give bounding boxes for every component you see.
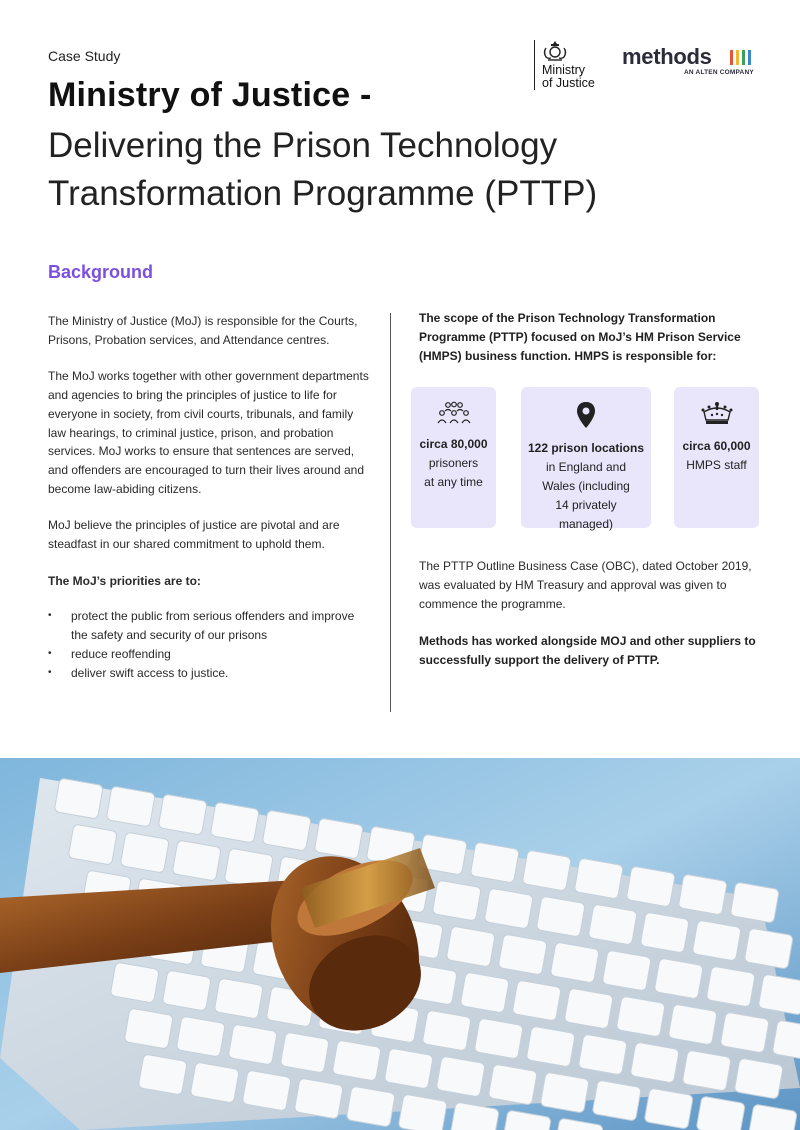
keyboard-key bbox=[446, 926, 495, 967]
keyboard-key bbox=[484, 888, 533, 929]
keyboard-key bbox=[210, 802, 259, 843]
keyboard-key bbox=[640, 912, 689, 953]
royal-crest-icon bbox=[542, 40, 568, 62]
keyboard-key bbox=[578, 1034, 627, 1075]
keyboard-key bbox=[106, 786, 155, 827]
location-pin-icon bbox=[575, 401, 597, 429]
keyboard-key bbox=[242, 1070, 291, 1111]
keyboard-key bbox=[536, 896, 585, 937]
methods-stripes-icon bbox=[730, 50, 752, 65]
page-title: Ministry of Justice - bbox=[48, 76, 372, 114]
background-paragraph-1: The Ministry of Justice (MoJ) is responsible for the Courts, Prisons, Probation services, and Attendance centres. bbox=[48, 314, 358, 347]
stat-card-prisoners bbox=[411, 387, 496, 528]
keyboard-key bbox=[540, 1072, 589, 1113]
keyboard-key bbox=[68, 824, 117, 865]
keyboard-key bbox=[706, 966, 755, 1007]
keyboard-key bbox=[682, 1050, 731, 1091]
keyboard-key bbox=[592, 1080, 641, 1121]
keyboard-key bbox=[574, 858, 623, 899]
keyboard-key bbox=[436, 1056, 485, 1097]
keyboard-key bbox=[488, 1064, 537, 1105]
priority-item: • reduce reoffending bbox=[48, 645, 370, 664]
keyboard-key bbox=[644, 1088, 693, 1129]
keyboard-key bbox=[720, 1012, 769, 1053]
stat-value: 122 prison locations bbox=[527, 441, 645, 455]
obc-paragraph: The PTTP Outline Business Case (OBC), dated October 2019, was evaluated by HM Treasury and approval was given to commence the programme. bbox=[419, 559, 752, 611]
priorities-list bbox=[48, 607, 370, 682]
programme-text bbox=[419, 557, 759, 688]
subtitle-line-1: Delivering the Prison Technology bbox=[48, 126, 558, 165]
keyboard-key bbox=[54, 778, 103, 819]
keyboard-key bbox=[616, 996, 665, 1037]
keyboard-key bbox=[758, 974, 800, 1015]
keyboard-key bbox=[120, 832, 169, 873]
stat-value: circa 60,000 bbox=[682, 439, 751, 453]
priorities-heading: The MoJ’s priorities are to: bbox=[48, 573, 201, 588]
keyboard-key bbox=[190, 1062, 239, 1103]
keyboard-key bbox=[280, 1032, 329, 1073]
stat-description: prisoners at any time bbox=[424, 456, 483, 489]
keyboard-key bbox=[668, 1004, 717, 1045]
keyboard-key bbox=[176, 1016, 225, 1057]
eyebrow-label: Case Study bbox=[48, 48, 121, 64]
stripe bbox=[730, 50, 733, 65]
keyboard-key bbox=[744, 928, 793, 969]
keyboard-key bbox=[294, 1078, 343, 1119]
keyboard-key bbox=[564, 988, 613, 1029]
keyboard-key bbox=[138, 1054, 187, 1095]
keyboard-key bbox=[172, 840, 221, 881]
stat-description: in England and Wales (including 14 privately managed) bbox=[542, 460, 630, 531]
section-heading-background: Background bbox=[48, 262, 154, 282]
stripe bbox=[748, 50, 751, 65]
background-paragraph-3: MoJ believe the principles of justice are pivotal and are steadfast in our shared commitment to uphold them. bbox=[48, 518, 340, 552]
crown-icon bbox=[700, 401, 734, 427]
stat-value: circa 80,000 bbox=[419, 437, 488, 451]
keyboard-key bbox=[314, 818, 363, 859]
keyboard-key bbox=[626, 866, 675, 907]
keyboard-key bbox=[588, 904, 637, 945]
moj-logo-line-1: Ministry bbox=[542, 63, 586, 77]
keyboard-key bbox=[734, 1058, 783, 1099]
column-divider bbox=[390, 313, 391, 712]
scope-intro: The scope of the Prison Technology Transformation Programme (PTTP) focused on MoJ’s HM Prison Service (HMPS) business function. HMPS is responsible for: bbox=[419, 311, 741, 363]
keyboard-key bbox=[470, 842, 519, 883]
keyboard-key bbox=[692, 920, 741, 961]
keyboard-key bbox=[730, 882, 779, 923]
keyboard-key bbox=[512, 980, 561, 1021]
methods-tagline: AN ALTEN COMPANY bbox=[684, 69, 754, 76]
page-subtitle bbox=[48, 122, 688, 218]
background-paragraph-2: The MoJ works together with other government departments and agencies to bring the principles of justice to life for everyone in society, from civil courts, tribunals, and family law hearings, to criminal justice, prison, and probation services. MoJ works to ensure that sentences are served, and offenders are encouraged to turn their lives around and become law-abiding citizens. bbox=[48, 369, 369, 496]
keyboard-key bbox=[124, 1008, 173, 1049]
keyboard-key bbox=[550, 942, 599, 983]
keyboard-key bbox=[654, 958, 703, 999]
subtitle-line-2: Transformation Programme (PTTP) bbox=[48, 174, 598, 213]
keyboard-key bbox=[384, 1048, 433, 1089]
keyboard-key bbox=[474, 1018, 523, 1059]
priority-item: • deliver swift access to justice. bbox=[48, 664, 370, 683]
keyboard-key bbox=[228, 1024, 277, 1065]
stat-description: HMPS staff bbox=[686, 458, 747, 472]
priority-item: • protect the public from serious offenders and improve the safety and security of our prisons bbox=[48, 607, 370, 644]
logo-divider-bar bbox=[534, 40, 535, 90]
keyboard-key bbox=[678, 874, 727, 915]
stat-card-locations bbox=[521, 387, 651, 531]
methods-wordmark: methods bbox=[622, 44, 712, 69]
gavel-keyboard-illustration bbox=[0, 758, 800, 1130]
keyboard-key bbox=[262, 810, 311, 851]
keyboard-key bbox=[110, 962, 159, 1003]
keyboard-key bbox=[432, 880, 481, 921]
people-group-icon bbox=[437, 401, 471, 425]
keyboard-key bbox=[332, 1040, 381, 1081]
moj-logo bbox=[534, 40, 614, 92]
gavel-keyboard-photo bbox=[0, 758, 800, 1130]
stat-card-staff bbox=[674, 387, 759, 528]
methods-logo bbox=[622, 44, 762, 84]
keyboard-key bbox=[460, 972, 509, 1013]
methods-paragraph: Methods has worked alongside MOJ and other suppliers to successfully support the delivery of PTTP. bbox=[419, 634, 756, 667]
stripe bbox=[736, 50, 739, 65]
keyboard-key bbox=[526, 1026, 575, 1067]
keyboard-key bbox=[630, 1042, 679, 1083]
keyboard-key bbox=[158, 794, 207, 835]
moj-logo-line-2: of Justice bbox=[542, 76, 595, 90]
keyboard-key bbox=[162, 970, 211, 1011]
keyboard-key bbox=[214, 978, 263, 1019]
keyboard-key bbox=[422, 1010, 471, 1051]
stripe bbox=[742, 50, 745, 65]
keyboard-key bbox=[602, 950, 651, 991]
keyboard-key bbox=[522, 850, 571, 891]
keyboard-key bbox=[498, 934, 547, 975]
background-column bbox=[48, 312, 370, 682]
keyboard-key bbox=[346, 1086, 395, 1127]
